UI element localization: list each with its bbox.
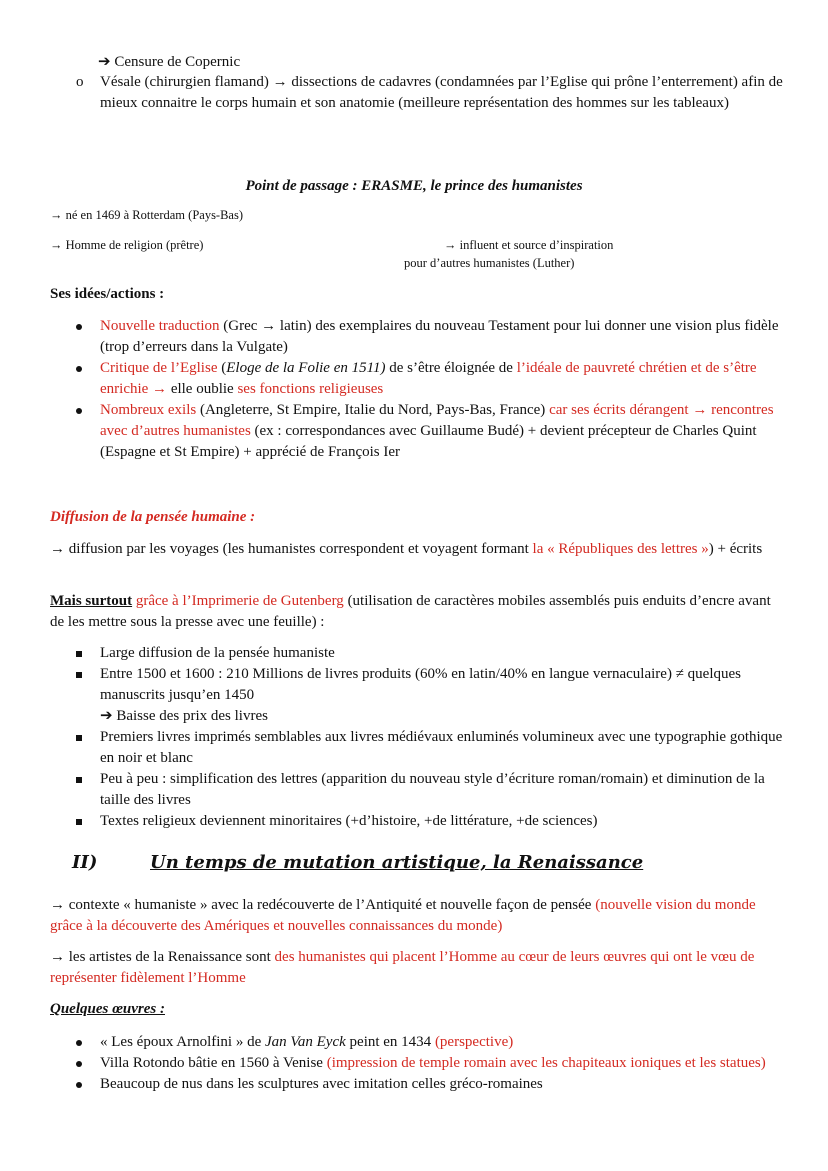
- bullet-dot: [76, 1082, 82, 1088]
- bullet-dot: [76, 324, 82, 330]
- renaissance-paragraph-2: → les artistes de la Renaissance sont des humanistes qui placent l’Homme au cœur de leurs œuvres qui ont le vœu de représenter fidèlement l’Homme: [50, 949, 755, 986]
- ideas-list: [72, 316, 784, 463]
- square-bullet: [76, 777, 82, 783]
- vesale-text: Vésale (chirurgien flamand) → dissections de cadavres (condamnées par l’Eglise qui prône l’enterrement) afin de mieux connaitre le corps humain et son anatomie (meilleure représentation des hommes sur les tableaux): [100, 74, 783, 111]
- list-item: Large diffusion de la pensée humaniste: [72, 643, 784, 664]
- diffusion-paragraph-1: → diffusion par les voyages (les humanistes correspondent et voyagent formant la « Républiques des lettres ») + écrits: [50, 541, 763, 557]
- circle-bullet: o: [76, 74, 84, 90]
- ideas-heading: Ses idées/actions :: [50, 286, 165, 302]
- list-item: Nouvelle traduction (Grec → latin) des exemplaires du nouveau Testament pour lui donner une vision plus fidèle (trop d’erreurs dans la Vulgate): [72, 316, 784, 358]
- works-heading: Quelques œuvres :: [50, 1001, 165, 1017]
- bullet-dot: [76, 408, 82, 414]
- erasme-title: Point de passage : ERASME, le prince des humanistes: [245, 178, 583, 194]
- erasme-born: → né en 1469 à Rotterdam (Pays-Bas): [50, 208, 244, 222]
- square-bullet: [76, 651, 82, 657]
- list-item: Villa Rotondo bâtie en 1560 à Venise (impression de temple romain avec les chapiteaux ioniques et les statues): [72, 1053, 784, 1074]
- bullet-dot: [76, 1040, 82, 1046]
- bullet-dot: [76, 366, 82, 372]
- erasme-influence-2: pour d’autres humanistes (Luther): [404, 256, 575, 270]
- erasme-influence-1: → influent et source d’inspiration: [444, 238, 614, 252]
- works-list: [72, 1032, 784, 1095]
- price-drop-line: ➔ Baisse des prix des livres: [100, 708, 268, 724]
- erasme-religion: → Homme de religion (prêtre): [50, 238, 204, 252]
- part-title: Un temps de mutation artistique, la Renaissance: [150, 852, 644, 873]
- list-item: Critique de l’Eglise (Eloge de la Folie en 1511) de s’être éloignée de l’idéale de pauvreté chrétien et de s’être enrichie → elle oublie ses fonctions religieuses: [72, 358, 784, 400]
- bullet-dot: [76, 1061, 82, 1067]
- list-item: Beaucoup de nus dans les sculptures avec imitation celles gréco-romaines: [72, 1074, 784, 1095]
- square-bullet: [76, 819, 82, 825]
- list-item: « Les époux Arnolfini » de Jan Van Eyck peint en 1434 (perspective): [72, 1032, 784, 1053]
- diffusion-list: [72, 643, 784, 832]
- list-item: Textes religieux deviennent minoritaires (+d’histoire, +de littérature, +de sciences): [72, 811, 784, 832]
- square-bullet: [76, 672, 82, 678]
- square-bullet: [76, 735, 82, 741]
- diffusion-heading: Diffusion de la pensée humaine :: [50, 509, 256, 525]
- list-item: Peu à peu : simplification des lettres (apparition du nouveau style d’écriture roman/romain) et diminution de la taille des livres: [72, 769, 784, 811]
- list-item: Entre 1500 et 1600 : 210 Millions de livres produits (60% en latin/40% en langue vernaculaire) ≠ quelques manuscrits jusqu’en 1450 ➔ Baisse des prix des livres: [72, 664, 784, 727]
- diffusion-paragraph-2: Mais surtout grâce à l’Imprimerie de Gutenberg (utilisation de caractères mobiles assemblés puis enduits d’encre avant de les mettre sous la presse avec une feuille) :: [50, 593, 771, 630]
- vesale-item: [76, 72, 786, 114]
- list-item: Nombreux exils (Angleterre, St Empire, Italie du Nord, Pays-Bas, France) car ses écrits dérangent → rencontres avec d’autres humanistes (ex : correspondances avec Guillaume Budé) + devient précepteur de Charles Quint (Espagne et St Empire) + apprécié de François Ier: [72, 400, 784, 463]
- copernic-line: ➔ Censure de Copernic: [98, 54, 241, 70]
- renaissance-paragraph-1: → contexte « humaniste » avec la redécouverte de l’Antiquité et nouvelle façon de pensée (nouvelle vision du monde grâce à la découverte des Amériques et nouvelles connaissances du monde): [50, 897, 756, 934]
- list-item: Premiers livres imprimés semblables aux livres médiévaux enluminés volumineux avec une typographie gothique en noir et blanc: [72, 727, 784, 769]
- part-number: II): [72, 852, 98, 873]
